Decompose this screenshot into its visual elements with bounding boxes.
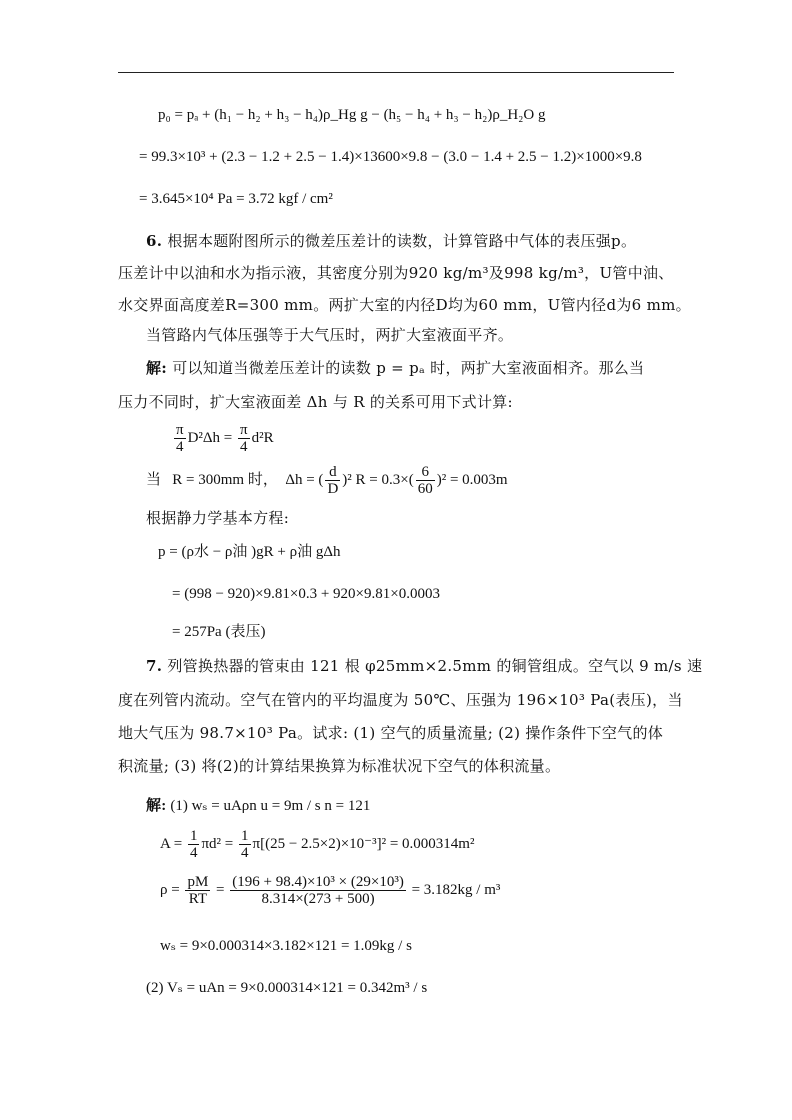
equation-area: A = $\frac{1}{4}$ πd² = $\frac{1}{4}$ π[(25 − 2.5×2)×10⁻³]² = 0.000314m² [160, 828, 475, 861]
equation-area-relation: $\frac{\pi}{4}$ D²Δh = $\frac{\pi}{4}$ d²R [176, 422, 274, 455]
equation-delta-h: 当 R = 300mm 时， Δh = ( $\frac{d}{D}$ )² R = 0.3×( $\frac{6}{60}$ )² = 0.003m [146, 464, 508, 497]
equation-static-substitution: = (998 − 920)×9.81×0.3 + 920×9.81×0.0003 [172, 586, 440, 602]
equation-volume-flow: (2) Vₛ = uAn = 9×0.000314×121 = 0.342m³ / s [146, 980, 428, 996]
equation-density: ρ = $\frac{pM}{RT}$ = $\frac{\text{(196 + 98.4)×10³ × (29×10³)}}{8.314\times(273 + 500)}$ = 3.182kg / m³ [160, 874, 501, 907]
problem-6-line-4: 当管路内气体压强等于大气压时，两扩大室液面平齐。 [146, 326, 514, 344]
problem-6-line-2: 压差计中以油和水为指示液，其密度分别为920 kg/m³及998 kg/m³，U管中油、 [118, 264, 674, 282]
solution-6-line-2: 压力不同时，扩大室液面差 Δh 与 R 的关系可用下式计算: [118, 393, 513, 411]
equation-p0: p₀ = pₐ + (h₁ − h₂ + h₃ − h₄)ρ_Hg g − (h₅ − h₄ + h₃ − h₂)ρ_H₂O g [158, 107, 546, 123]
solution-6-label: 解: [146, 359, 168, 377]
solution-6-line-1: 解: 可以知道当微差压差计的读数 p = pₐ 时，两扩大室液面相齐。那么当 [146, 359, 645, 377]
problem-7-line-4: 积流量; (3) 将(2)的计算结果换算为标准状况下空气的体积流量。 [118, 757, 561, 775]
equation-p0-substitution: = 99.3×10³ + (2.3 − 1.2 + 2.5 − 1.4)×13600×9.8 − (3.0 − 1.4 + 2.5 − 1.2)×1000×9.8 [139, 149, 642, 165]
equation-p0-result: = 3.645×10⁴ Pa = 3.72 kgf / cm² [139, 191, 333, 207]
equation-static-result: = 257Pa (表压) [172, 624, 266, 640]
header-rule [118, 72, 674, 73]
problem-6-number: 6. [146, 232, 163, 250]
equation-mass-flow: wₛ = 9×0.000314×3.182×121 = 1.09kg / s [160, 938, 412, 954]
solution-7-line-1: 解: (1) wₛ = uAρn u = 9m / s n = 121 [146, 798, 371, 814]
problem-7-line-2: 度在列管内流动。空气在管内的平均温度为 50℃、压强为 196×10³ Pa(表压)，当 [118, 691, 683, 709]
problem-7-line-1: 7. 列管换热器的管束由 121 根 φ25mm×2.5mm 的铜管组成。空气以 9 m/s 速 [146, 657, 703, 675]
problem-6-line-3: 水交界面高度差R=300 mm。两扩大室的内径D均为60 mm，U管内径d为6 mm。 [118, 296, 691, 314]
problem-6-line-1: 6. 根据本题附图所示的微差压差计的读数，计算管路中气体的表压强p。 [146, 232, 637, 250]
equation-static-pressure: p = (ρ水 − ρ油 )gR + ρ油 gΔh [158, 544, 341, 560]
solution-6-basis: 根据静力学基本方程: [146, 509, 290, 527]
problem-7-number: 7. [146, 657, 163, 675]
solution-7-label: 解: [146, 798, 167, 814]
problem-7-line-3: 地大气压为 98.7×10³ Pa。试求: (1) 空气的质量流量; (2) 操作条件下空气的体 [118, 724, 664, 742]
